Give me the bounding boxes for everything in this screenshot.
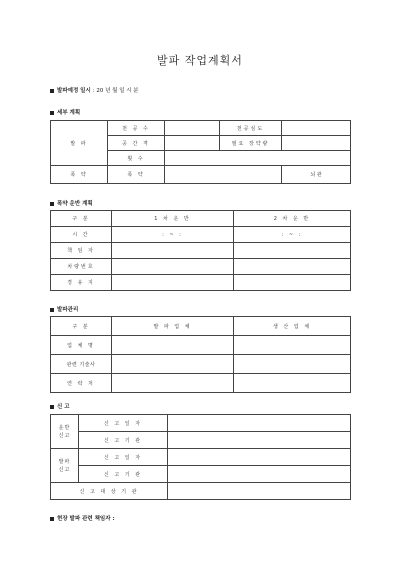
transport-time-cell[interactable]: : ~ : — [112, 227, 234, 243]
report-table — [50, 414, 351, 500]
square-bullet-icon — [50, 308, 54, 312]
detail-value-cell[interactable] — [165, 136, 220, 151]
transport-value-cell[interactable] — [234, 259, 351, 275]
management-col-header: 구 분 — [51, 317, 112, 336]
management-value-cell[interactable] — [112, 374, 234, 393]
transport-row-label: 차량번호 — [51, 259, 112, 275]
detail-label: 공 간 격 — [108, 136, 165, 151]
section-detail-heading: 세부 계획 — [50, 108, 80, 116]
report-value-cell[interactable] — [168, 432, 351, 449]
square-bullet-icon — [50, 89, 54, 93]
management-value-cell[interactable] — [234, 355, 351, 374]
transport-row-label: 시 간 — [51, 227, 112, 243]
transport-value-cell[interactable] — [112, 275, 234, 291]
transport-value-cell[interactable] — [112, 259, 234, 275]
report-value-cell[interactable] — [168, 483, 351, 500]
detail-value-cell[interactable] — [282, 136, 351, 151]
footer-label: 현장 발파 관련 책임자 : — [57, 516, 115, 522]
report-group-blast: 발파 신고 — [51, 449, 79, 483]
detail-value-cell[interactable] — [165, 121, 220, 136]
transport-col2: 2 차 운 반 — [234, 211, 351, 227]
management-row-label: 관련 기술사 — [51, 355, 112, 374]
report-label: 신 고 기 관 — [79, 466, 168, 483]
management-row-label: 연 락 처 — [51, 374, 112, 393]
report-value-cell[interactable] — [168, 466, 351, 483]
management-value-cell[interactable] — [112, 355, 234, 374]
detail-row-header: 발 파 — [51, 121, 108, 166]
transport-row-label: 경 유 지 — [51, 275, 112, 291]
report-value-cell[interactable] — [168, 449, 351, 466]
detail-label: 천공심도 — [220, 121, 282, 136]
transport-value-cell[interactable] — [234, 243, 351, 259]
detail-value-cell[interactable] — [165, 166, 282, 184]
report-label: 신 고 일 자 — [79, 415, 168, 432]
section-report-heading: 신 고 — [50, 402, 70, 410]
management-value-cell[interactable] — [234, 336, 351, 355]
management-table — [50, 316, 351, 393]
detail-row-header: 폭 약 — [51, 166, 108, 184]
schedule-line — [50, 86, 139, 94]
detail-value-cell[interactable] — [165, 151, 351, 166]
management-col2: 생 산 업 체 — [234, 317, 351, 336]
footer-line — [50, 514, 115, 522]
transport-value-cell[interactable] — [112, 243, 234, 259]
page-title: 발파 작업계획서 — [157, 54, 243, 67]
detail-value-cell[interactable] — [282, 121, 351, 136]
management-col1: 발 파 업 체 — [112, 317, 234, 336]
section-transport-heading: 폭약 운반 계획 — [50, 199, 93, 207]
transport-col1: 1 차 운 반 — [112, 211, 234, 227]
detail-detonator-cell: 뇌 관 — [282, 166, 351, 184]
management-value-cell[interactable] — [112, 336, 234, 355]
report-value-cell[interactable] — [168, 415, 351, 432]
transport-col-header: 구 분 — [51, 211, 112, 227]
report-label: 신 고 대 상 기 관 — [51, 483, 168, 500]
report-label: 신 고 일 자 — [79, 449, 168, 466]
square-bullet-icon — [50, 111, 54, 115]
management-row-label: 업 체 명 — [51, 336, 112, 355]
detail-label: 폭 약 — [108, 166, 165, 184]
schedule-label: 발파예정 일시 — [57, 88, 91, 94]
detail-label: 필요 장약량 — [220, 136, 282, 151]
transport-row-label: 책 임 자 — [51, 243, 112, 259]
transport-time-cell[interactable]: : ~ : — [234, 227, 351, 243]
transport-value-cell[interactable] — [234, 275, 351, 291]
square-bullet-icon — [50, 517, 54, 521]
square-bullet-icon — [50, 405, 54, 409]
detail-table — [50, 120, 351, 184]
schedule-value: : 20 년 월 일 시 분 — [92, 88, 139, 94]
report-group-transport: 운반 신고 — [51, 415, 79, 449]
square-bullet-icon — [50, 202, 54, 206]
report-label: 신 고 기 관 — [79, 432, 168, 449]
detail-label: 천 공 수 — [108, 121, 165, 136]
management-value-cell[interactable] — [234, 374, 351, 393]
transport-table — [50, 210, 351, 291]
detail-label: 횟 수 — [108, 151, 165, 166]
section-management-heading: 발파관리 — [50, 305, 78, 313]
